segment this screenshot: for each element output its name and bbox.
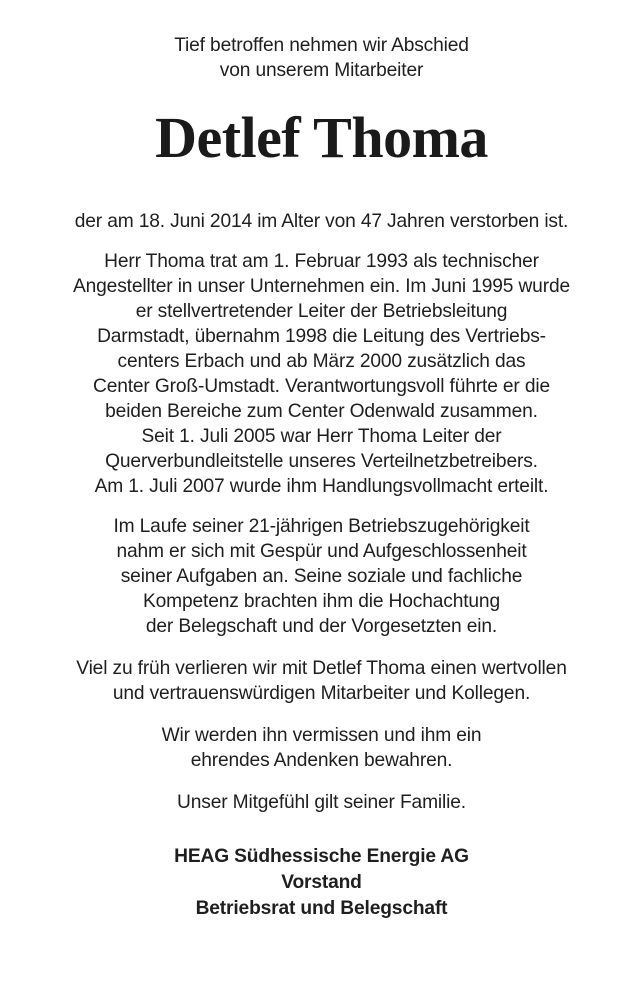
intro-text xyxy=(0,0,643,83)
tenure-line: Im Laufe seiner 21-jährigen Betriebszugehörigkeit xyxy=(113,515,530,537)
career-line: Seit 1. Juli 2005 war Herr Thoma Leiter der xyxy=(141,425,502,447)
tenure-line: Kompetenz brachten ihm die Hochachtung xyxy=(143,590,500,612)
career-line: beiden Bereiche zum Center Odenwald zusammen. xyxy=(105,400,538,422)
career-line: er stellvertretender Leiter der Betriebsleitung xyxy=(135,300,508,322)
career-line: Angestellter in unser Unternehmen ein. Im Juni 1995 wurde xyxy=(72,275,570,297)
career-line: Darmstadt, übernahm 1998 die Leitung des Vertriebs- xyxy=(97,325,546,347)
intro-line: von unserem Mitarbeiter xyxy=(219,60,424,81)
signature-block xyxy=(0,844,643,922)
tenure-line: seiner Aufgaben an. Seine soziale und fachliche xyxy=(120,565,523,587)
loss-paragraph xyxy=(0,656,643,706)
signature-company: HEAG Südhessische Energie AG xyxy=(174,845,469,867)
tenure-line: der Belegschaft und der Vorgesetzten ein. xyxy=(145,615,498,637)
tenure-paragraph xyxy=(0,514,643,639)
death-date-line: der am 18. Juni 2014 im Alter von 47 Jahren verstorben ist. xyxy=(74,210,569,232)
sympathy-line: Unser Mitgefühl gilt seiner Familie. xyxy=(177,791,466,813)
career-line: Am 1. Juli 2007 wurde ihm Handlungsvollmacht erteilt. xyxy=(94,475,549,497)
career-paragraph xyxy=(0,249,643,499)
tenure-line: nahm er sich mit Gespür und Aufgeschlossenheit xyxy=(116,540,527,562)
career-line: Center Groß-Umstadt. Verantwortungsvoll führte er die xyxy=(92,375,550,397)
remembrance-line: Wir werden ihn vermissen und ihm ein xyxy=(161,724,482,746)
career-line: Herr Thoma trat am 1. Februar 1993 als technischer xyxy=(104,250,539,272)
career-line: centers Erbach und ab März 2000 zusätzlich das xyxy=(117,350,526,372)
intro-line: Tief betroffen nehmen wir Abschied xyxy=(174,35,469,56)
signature-board: Vorstand xyxy=(281,871,362,893)
remembrance-line: ehrendes Andenken bewahren. xyxy=(190,749,453,771)
remembrance-paragraph xyxy=(0,723,643,773)
signature-staff: Betriebsrat und Belegschaft xyxy=(195,897,448,919)
loss-line: Viel zu früh verlieren wir mit Detlef Thoma einen wertvollen xyxy=(76,657,567,679)
loss-line: und vertrauenswürdigen Mitarbeiter und Kollegen. xyxy=(112,682,531,704)
deceased-name: Detlef Thoma xyxy=(155,105,488,170)
career-line: Querverbundleitstelle unseres Verteilnetzbetreibers. xyxy=(105,450,538,472)
